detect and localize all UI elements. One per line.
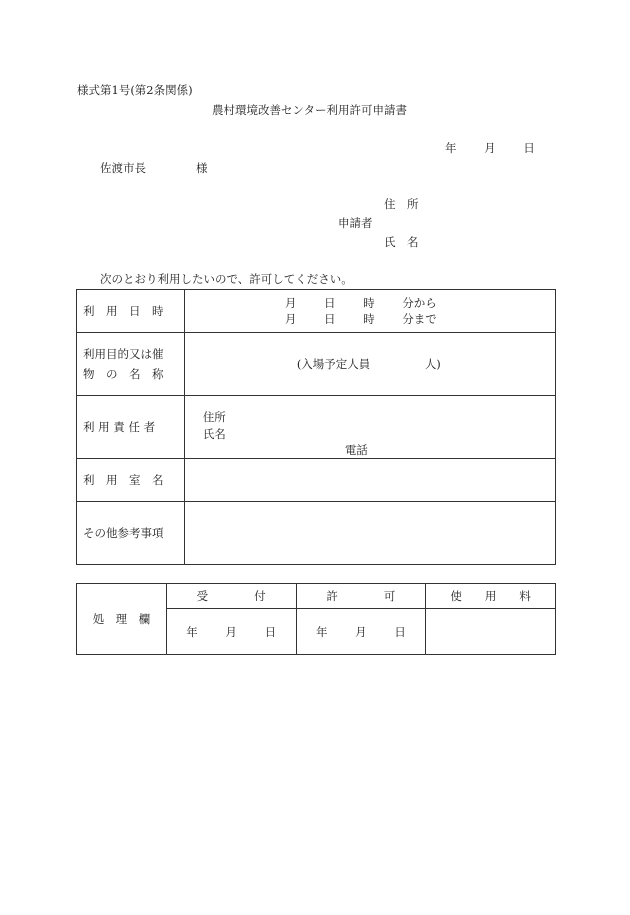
year-label: 年 [445, 141, 457, 155]
from-line: 月 日 時 分から [284, 296, 437, 310]
purpose-field[interactable] [184, 333, 555, 396]
responsible-name: 氏名 [202, 427, 226, 441]
form-number: 様式第1号(第2条関係) [77, 83, 193, 97]
responsible-label: 利 用 責 任 者 [77, 396, 185, 459]
fee-header: 使 用 料 [426, 584, 556, 609]
fee-field[interactable] [426, 609, 556, 655]
receipt-date[interactable]: 年 月 日 [166, 609, 296, 655]
applicant-address-label: 住 所 [384, 197, 419, 211]
to-line: 月 日 時 分まで [284, 312, 437, 326]
processing-table [76, 583, 556, 655]
month-label: 月 [484, 141, 496, 155]
receipt-header: 受 付 [166, 584, 296, 609]
attendees-open: (入場予定人員 [296, 357, 371, 371]
date-line [445, 142, 535, 156]
addressee-honorific: 様 [196, 161, 208, 175]
responsible-field[interactable] [184, 396, 555, 459]
application-table [76, 289, 556, 565]
day-label: 日 [523, 141, 535, 155]
other-field[interactable] [184, 502, 555, 565]
use-datetime-label: 利 用 日 時 [77, 290, 185, 333]
purpose-label: 利用目的又は催 物 の 名 称 [77, 333, 185, 396]
use-datetime-field[interactable] [184, 290, 555, 333]
responsible-address: 住所 [202, 410, 226, 424]
room-label: 利 用 室 名 [77, 459, 185, 502]
room-field[interactable] [184, 459, 555, 502]
processing-label: 処 理 欄 [77, 584, 167, 655]
responsible-phone: 電話 [344, 443, 368, 457]
applicant-label: 申請者 [338, 216, 373, 230]
page-title: 農村環境改善センター利用許可申請書 [212, 103, 408, 117]
attendees-close: 人) [424, 357, 441, 371]
permission-header: 許 可 [296, 584, 426, 609]
permission-date[interactable]: 年 月 日 [296, 609, 426, 655]
addressee-name: 佐渡市長 [100, 161, 146, 175]
applicant-name-label: 氏 名 [384, 235, 419, 249]
intro-text: 次のとおり利用したいので、許可してください。 [100, 272, 353, 286]
other-label: その他参考事項 [77, 502, 185, 565]
